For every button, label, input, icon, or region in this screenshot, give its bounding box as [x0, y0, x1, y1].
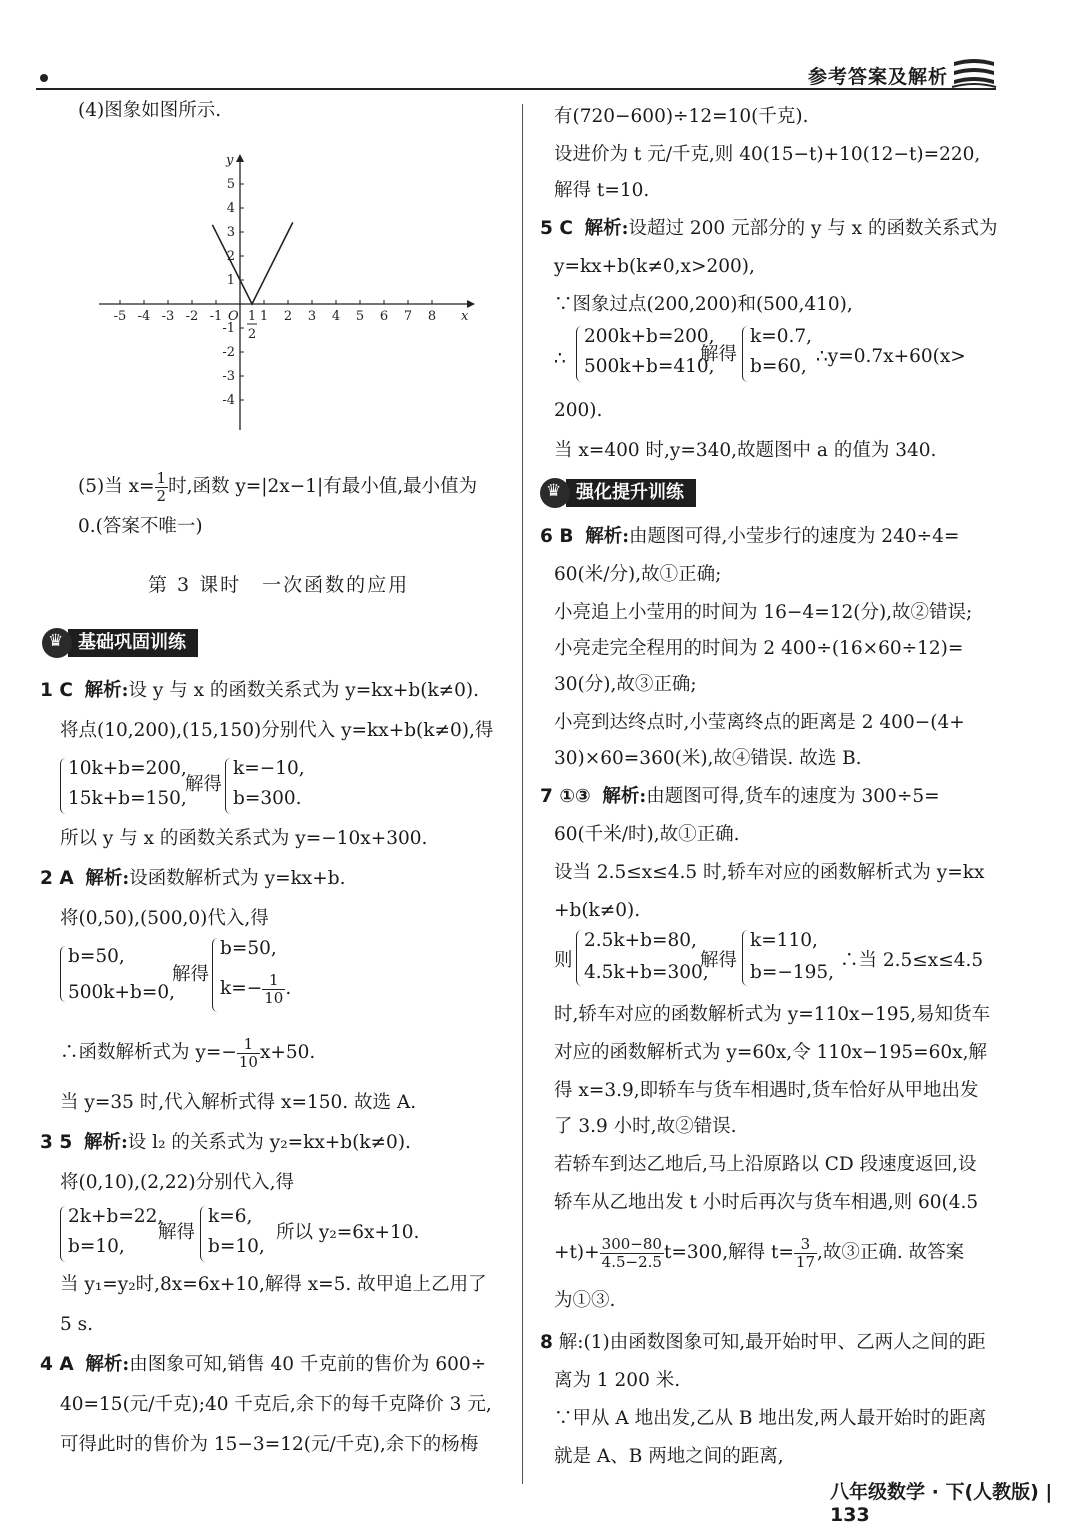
y-axis-arrow — [236, 154, 244, 162]
text-line: 解得 t=10. — [554, 180, 650, 201]
text-line: y=kx+b(k≠0,x>200), — [554, 256, 755, 277]
text-line: 5 s. — [60, 1314, 94, 1335]
text-line: 30(分),故③正确; — [554, 674, 697, 695]
question-7 — [540, 786, 940, 808]
fraction — [600, 1236, 664, 1270]
fraction — [155, 470, 169, 504]
equation: b=10, — [68, 1236, 125, 1257]
fraction-numerator: 1 — [156, 469, 167, 487]
text-line: 了 3.9 小时,故②错误. — [554, 1116, 737, 1137]
y-tick-label: 1 — [226, 273, 235, 288]
half-tick-numerator: 1 — [247, 309, 257, 324]
text-line: 有(720−600)÷12=10(千克). — [554, 106, 809, 127]
text-line: 当 y₁=y₂时,8x=6x+10,解得 x=5. 故甲追上乙用了 — [60, 1274, 487, 1295]
text-line: 解得 — [172, 964, 210, 985]
fraction-numerator: 1 — [237, 1036, 260, 1054]
text-span: 由题图可得,小莹步行的速度为 240÷4= — [629, 526, 960, 547]
text-line: 时,轿车对应的函数解析式为 y=110x−195,易知货车 — [554, 1004, 991, 1025]
text-span: 解:(1)由函数图象可知,最开始时甲、乙两人之间的距 — [558, 1332, 986, 1353]
header-title: 参考答案及解析 — [808, 66, 949, 88]
question-number: 3 5 — [40, 1132, 73, 1153]
equation-system — [60, 1206, 170, 1262]
y-tick-label: -1 — [222, 321, 235, 336]
text-line: 30)×60=360(米),故④错误. 故选 B. — [554, 748, 862, 769]
banner-advanced-training — [540, 478, 696, 508]
question-6 — [540, 526, 959, 548]
x-tick-label: 2 — [283, 309, 293, 324]
y-tick-label: -3 — [222, 369, 235, 384]
text-span: 设 l₂ 的关系式为 y₂=kx+b(k≠0). — [127, 1132, 411, 1153]
fraction-denominator: 17 — [795, 1252, 815, 1271]
fraction-denominator: 4.5−2.5 — [601, 1252, 662, 1271]
y-axis-label: y — [226, 153, 234, 168]
analysis-label: 解析: — [83, 1132, 128, 1153]
x-tick-label: 8 — [427, 309, 437, 324]
text-line: 将(0,50),(500,0)代入,得 — [60, 908, 269, 929]
text-line: ∴当 2.5≤x≤4.5 — [840, 950, 984, 971]
equation-system — [60, 758, 200, 814]
y-tick-label: 4 — [226, 201, 235, 216]
crown-icon — [42, 628, 72, 658]
question-number: 5 C — [540, 218, 573, 239]
text-span: x+50. — [259, 1042, 316, 1063]
equation: 4.5k+b=300, — [584, 962, 709, 983]
x-tick-label: -5 — [113, 309, 127, 324]
text-span: 设超过 200 元部分的 y 与 x 的函数关系式为 — [628, 218, 998, 239]
analysis-label: 解析: — [585, 526, 630, 547]
x-tick-label: 3 — [307, 309, 317, 324]
fraction — [262, 972, 285, 1006]
analysis-label: 解析: — [602, 786, 647, 807]
crown-icon — [540, 478, 570, 508]
equation: b=300. — [233, 788, 302, 809]
text-line: 所以 y 与 x 的函数关系式为 y=−10x+300. — [60, 828, 428, 849]
question-8 — [540, 1332, 986, 1354]
text-span: ,故③正确. 故答案 — [817, 1242, 965, 1263]
question-number: 2 A — [40, 868, 74, 889]
text-line: ∵甲从 A 地出发,乙从 B 地出发,两人最开始时的距离 — [554, 1408, 987, 1429]
equation-system — [200, 1206, 280, 1262]
question-3 — [40, 1132, 411, 1154]
text-line: 当 x=400 时,y=340,故题图中 a 的值为 340. — [554, 440, 937, 461]
text-span: 设 y 与 x 的函数关系式为 y=kx+b(k≠0). — [128, 680, 480, 701]
analysis-label: 解析: — [84, 680, 129, 701]
fraction-denominator: 2 — [156, 486, 167, 505]
x-axis-label: x — [461, 309, 469, 324]
equation: k=6, — [208, 1206, 253, 1227]
text-line — [78, 470, 477, 504]
half-tick-denominator: 2 — [247, 327, 257, 342]
equation: k=− $\frac{1}{10}$ . — [220, 971, 292, 1007]
equation: 10k+b=200, — [68, 758, 187, 779]
banner-label: 基础巩固训练 — [68, 629, 198, 657]
column-divider — [522, 104, 523, 1484]
origin-label: O — [228, 309, 239, 324]
header-bullet — [40, 74, 48, 82]
fraction — [794, 1236, 817, 1270]
fraction-denominator: 10 — [264, 988, 284, 1007]
fraction-numerator: 300−80 — [601, 1235, 662, 1253]
text-line: (4)图象如图所示. — [78, 100, 222, 121]
text-line: 解得 — [158, 1222, 196, 1243]
text-line: ∴ — [554, 348, 566, 369]
text-line: 将点(10,200),(15,150)分别代入 y=kx+b(k≠0),得 — [60, 720, 494, 741]
equation: k=−10, — [233, 758, 305, 779]
x-tick-label: 6 — [379, 309, 389, 324]
equation-system — [576, 326, 715, 382]
x-tick-label: 7 — [403, 309, 413, 324]
text-line — [554, 1236, 964, 1270]
y-tick-label: 2 — [226, 249, 235, 264]
x-tick-label: -2 — [185, 309, 199, 324]
y-tick-label: -4 — [222, 393, 235, 408]
text-line: 可得此时的售价为 15−3=12(元/千克),余下的杨梅 — [60, 1434, 479, 1455]
text-line: 小亮走完全程用的时间为 2 400÷(16×60÷12)= — [554, 638, 964, 659]
question-4 — [40, 1354, 486, 1376]
equation-system — [60, 946, 180, 1002]
text-line: 轿车从乙地出发 t 小时后再次与货车相遇,则 60(4.5 — [554, 1192, 979, 1213]
text-line: 则 — [554, 950, 573, 971]
text-span: k=− — [220, 978, 263, 999]
question-number: 1 C — [40, 680, 73, 701]
text-span: 设函数解析式为 y=kx+b. — [129, 868, 346, 889]
text-line: 小亮追上小莹用的时间为 16−4=12(分),故②错误; — [554, 602, 973, 623]
text-line: 解得 — [185, 774, 223, 795]
x-axis-arrow — [467, 300, 475, 308]
text-line: 就是 A、B 两地之间的距离, — [554, 1446, 784, 1467]
text-line: 60(米/分),故①正确; — [554, 564, 722, 585]
equation: b=50, — [68, 946, 125, 967]
text-line: 小亮到达终点时,小莹离终点的距离是 2 400−(4+ — [554, 712, 965, 733]
fraction-denominator: 10 — [238, 1052, 258, 1071]
text-span: t=300,解得 t= — [663, 1242, 794, 1263]
page-footer: 八年级数学 · 下(人教版) | 133 — [830, 1481, 1053, 1526]
x-tick-label: 5 — [355, 309, 365, 324]
text-line: 对应的函数解析式为 y=60x,令 110x−195=60x,解 — [554, 1042, 987, 1063]
equation: b=60, — [750, 356, 807, 377]
equation: k=0.7, — [750, 326, 813, 347]
text-line: 设当 2.5≤x≤4.5 时,轿车对应的函数解析式为 y=kx — [554, 862, 985, 883]
y-tick-label: -2 — [222, 345, 235, 360]
question-5 — [540, 218, 997, 240]
section-title: 第 3 课时 一次函数的应用 — [148, 574, 410, 596]
question-number: 4 A — [40, 1354, 74, 1375]
question-2 — [40, 868, 345, 890]
book-stack-icon — [950, 54, 998, 92]
equation-system — [576, 930, 709, 986]
banner-basic-training — [42, 628, 198, 658]
text-line: 解得 — [700, 344, 738, 365]
fraction-numerator: 3 — [794, 1236, 817, 1254]
x-tick-label: 4 — [331, 309, 341, 324]
analysis-label: 解析: — [584, 218, 629, 239]
text-span: 由题图可得,货车的速度为 300÷5= — [646, 786, 940, 807]
equation-system — [212, 938, 322, 1012]
text-line: 所以 y₂=6x+10. — [276, 1222, 420, 1243]
text-line: 解得 — [700, 950, 738, 971]
analysis-label: 解析: — [85, 1354, 130, 1375]
text-line: ∵图象过点(200,200)和(500,410), — [554, 294, 853, 315]
text-span: 由图象可知,销售 40 千克前的售价为 600÷ — [129, 1354, 487, 1375]
y-tick-label: 5 — [226, 177, 235, 192]
equation: b=−195, — [750, 962, 835, 983]
text-line: 离为 1 200 米. — [554, 1370, 681, 1391]
equation-system — [742, 930, 835, 986]
equation: k=110, — [750, 930, 818, 951]
equation: 500k+b=410, — [584, 356, 715, 377]
equation: 200k+b=200, — [584, 326, 715, 347]
equation: b=50, — [220, 938, 277, 959]
text-line: 200). — [554, 400, 603, 421]
text-line: 若轿车到达乙地后,马上沿原路以 CD 段速度返回,设 — [554, 1154, 977, 1175]
text-line — [60, 1036, 315, 1070]
text-line: 40=15(元/千克);40 千克后,余下的每千克降价 3 元, — [60, 1394, 492, 1415]
text-line: +b(k≠0). — [554, 900, 641, 921]
question-number: 7 ①③ — [540, 786, 591, 807]
fraction — [237, 1036, 260, 1070]
text-span: ∴函数解析式为 y=− — [60, 1042, 237, 1063]
equation: 15k+b=150, — [68, 788, 187, 809]
equation: 2k+b=22, — [68, 1206, 164, 1227]
x-tick-label: -4 — [137, 309, 151, 324]
equation: 2.5k+b=80, — [584, 930, 697, 951]
text-line: 60(千米/时),故①正确. — [554, 824, 740, 845]
equation: b=10, — [208, 1236, 265, 1257]
analysis-label: 解析: — [85, 868, 130, 889]
text-line: 当 y=35 时,代入解析式得 x=150. 故选 A. — [60, 1092, 417, 1113]
question-number: 8 — [540, 1332, 553, 1353]
x-tick-label: 1 — [259, 309, 269, 324]
equation-system — [742, 326, 812, 382]
text-span: +t)+ — [554, 1242, 600, 1263]
question-number: 6 B — [540, 526, 574, 547]
text-line: 将(0,10),(2,22)分别代入,得 — [60, 1172, 295, 1193]
text-line: 设进价为 t 元/千克,则 40(15−t)+10(12−t)=220, — [554, 144, 981, 165]
banner-label: 强化提升训练 — [566, 479, 696, 507]
function-graph — [95, 152, 480, 437]
text-line: 为①③. — [554, 1290, 616, 1311]
fraction-numerator: 1 — [262, 972, 285, 990]
question-1 — [40, 680, 479, 702]
text-span: 时,函数 y=|2x−1|有最小值,最小值为 — [168, 476, 478, 497]
text-span: (5)当 x= — [78, 476, 155, 497]
x-tick-label: -3 — [161, 309, 175, 324]
text-line: ∴y=0.7x+60(x> — [816, 346, 966, 367]
x-tick-label: -1 — [209, 309, 223, 324]
header-rule — [36, 88, 996, 90]
text-line: 0.(答案不唯一) — [78, 516, 203, 537]
equation-system — [225, 758, 345, 814]
text-line: 得 x=3.9,即轿车与货车相遇时,货车恰好从甲地出发 — [554, 1080, 979, 1101]
equation: 500k+b=0, — [68, 982, 176, 1003]
y-tick-label: 3 — [226, 225, 235, 240]
function-curve — [212, 222, 292, 304]
